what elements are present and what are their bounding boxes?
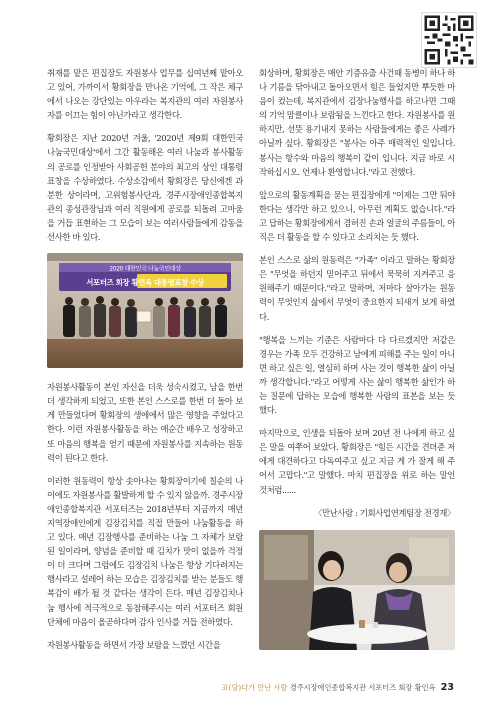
- qr-code: [421, 12, 477, 68]
- banner-line1: 2020 대한민국 나눔국민대상: [109, 265, 181, 273]
- body-paragraph: 본인 스스로 삶의 원동력은 "가족" 이라고 말하는 황회장은 "무엇을 하던지 믿어주고 뒤에서 묵묵히 지켜주고 응원해주기 때문이다."라고 말하며, 저마다 살아가는 원동력이 무엇인지 삶에서 무엇이 중요한지 되새겨 보게 하였다.: [259, 255, 455, 322]
- body-paragraph: 황회장은 지난 2020년 겨울, '2020년 제9회 대한민국 나눔국민대상'에서 그간 활동해온 여러 나눔과 봉사활동의 공로를 인정받아 사회공헌 분야의 최고의 상인 대통령 표창을 수상하였다. 수상소감에서 황회장은 당신에겐 과분한 상이라며, 고위험봉사단과, 경주시장애인종합복지관의 종성관장님과 여러 직원에게 공로를 되돌려 고마움을 거듭 표현하는 그 모습이 보는 여러사람들에게 감동을 선사한 바 있다.: [47, 133, 243, 243]
- interviewer-caption: 〈만난사람 : 기회사업연계팀장 전경재〉: [313, 507, 455, 518]
- body-paragraph: 취재를 맡은 편집장도 자원봉사 업무를 십여년째 맡아오고 있어, 가까이서 황회장을 만나온 기억에, 그 작은 체구에서 나오는 강단있는 아우라는 복지관의 여러 자원봉사자를 이끄는 힘이 아닌가라고 생각한다.: [47, 68, 243, 121]
- page-number: 23: [440, 682, 454, 693]
- body-paragraph: 회상하며, 황회장은 매안 기증유출 사건때 동병이 하나 하나 기름을 닦아내고 돌아오면서 힘은 들었지만 뿌듯한 마음이 컸는데, 복지관에서 김장나눔행사를 하고나면 그때의 기억 맘클이나 보람됨을 느낀다고 한다. 자원봉사를 원하지만, 선뜻 용기내지 못하는 사람들에게는 좋은 사례가 아닐까 싶다. 황회장은 "봉사는 아주 매력적인 일입니다. 봉사는 항수와 마음의 행복이 같이 입니다. 지금 바로 시작하십시오. 언제나 환영합니다."라고 전했다.: [259, 68, 455, 177]
- body-paragraph: 자원봉사활동을 하면서 가장 보람을 느꼈던 시간을: [47, 639, 221, 650]
- award-group-photo: [47, 253, 243, 368]
- footer-title: 경주시장애인종합복지관 서포터즈 회장 황인옥: [289, 683, 436, 692]
- body-paragraph: 마지막으로, 인생을 되돌아 보며 20년 전 나에게 하고 싶은 말을 여쭈어 보았다. 황회장은 "힘든 시간을 견뎌준 저에게 대견하다고 다독여주고 싶고 지금 게 가 잘게 해 주어서 고맙다."고 말했다. 마치 편집장을 위로 하는 말인 것처럼......: [259, 428, 455, 495]
- page-footer: [222, 682, 454, 693]
- banner-line2: 서포터즈 회장 황연옥 대통령표창 수상: [86, 278, 204, 288]
- right-column: [259, 66, 455, 662]
- body-paragraph: "행복을 느끼는 기준은 사람마다 다 다르겠지만 저같은 경우는 가족 모두 건강하고 남에게 피해를 주는 일이 아니면 하고 싶은 일, 열심히 하며 사는 것이 행복한 삶이 아닐까 생각합니다."라고 어떻게 사는 삶이 행복한 삶인가 하는 질문에 답하는 모습에 행복한 사람의 표본을 보는 듯 했다.: [259, 334, 455, 416]
- body-paragraph: 자원봉사활동이 본인 자신을 더욱 성숙시켰고, 남을 한번 더 생각하게 되었고, 또한 본인 스스로를 한번 더 돌아 보게 만들었다며 황회장의 생에에서 많은 영향을 주었다고 한다. 이런 자원봉사활동을 하는 매순간 배우고 성장하고 또 마음의 행복을 얻기 때문에 자원봉사를 지속하는 원동력이 된다고 한다.: [47, 382, 243, 463]
- footer-section: 표(담)다가 만난 사람: [221, 683, 288, 692]
- body-paragraph: 앞으로의 활동계획을 묻는 편집장에게 "이제는 그만 둬야 한다는 생각만 하고 있으니, 아무런 계획도 없습니다."라고 답하는 황회장에게서 겸허진 손과 얼굴의 주름들이, 아직은 더 활동을 할 수 있다고 소리치는 듯 했다.: [259, 189, 455, 243]
- left-column: [47, 66, 243, 661]
- interview-photo: [259, 530, 455, 650]
- body-paragraph: 이러한 원동력이 항상 솟아나는 황회장이기에 칠순의 나이에도 자원봉사를 활발하게 할 수 있지 않을까. 경주시장애인종합복지관 서포터즈는 2018년부터 지금까지 매년 지역장애인에게 김장김치를 직접 만들어 나눔활동을 하고 있다. 매년 김장행사를 준비하는 나눔 그 자체가 보람된 일이라며, 양념을 준비할 때 김치가 맛이 없을까 걱정이 더 크다며 그럼에도 김장김치 나눔은 항상 기다려지는 행사라고 설레어 하는 모습은 김장김치를 받는 분들도 행복감이 배가 될 것 같다는 생각이 든다. 매년 김장김치나눔 행사에 적극적으로 동참해주시는 여러 서포터즈 회원단체에 마음이 올곧하다며 감사 인사를 거듭 전하였다.: [47, 475, 243, 627]
